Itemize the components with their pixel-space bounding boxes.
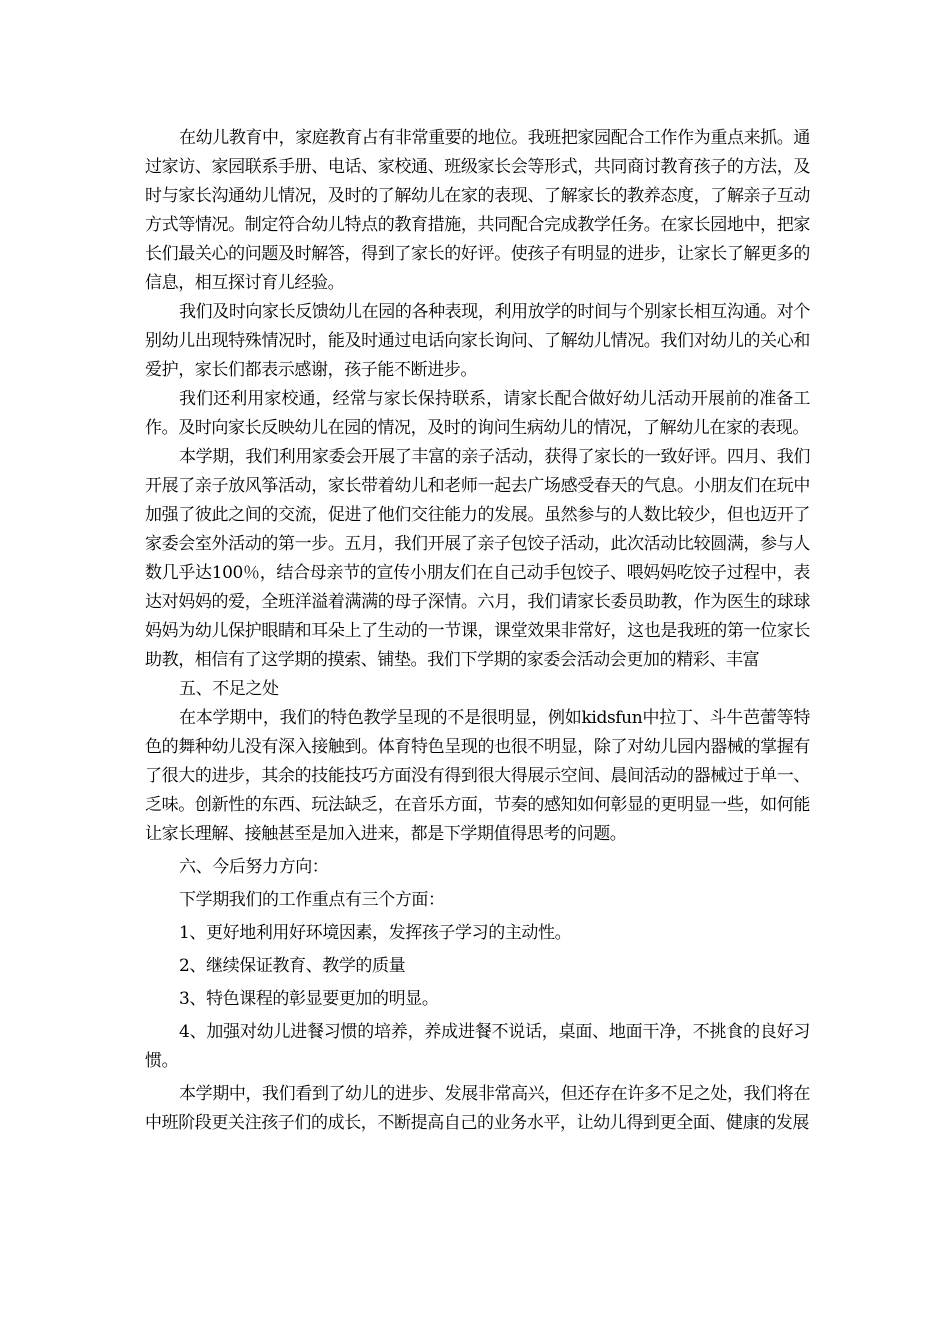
section-heading-shortcomings: 五、不足之处	[179, 679, 279, 699]
list-item-2: 2、继续保证教育、教学的质量	[179, 956, 406, 976]
paragraph-home-school-connect: 我们还利用家校通，经常与家长保持联系，请家长配合做好幼儿活动开展前的准备工作。及时向家长反映幼儿在园的情况，及时的询问生病幼儿的情况，了解幼儿在家的表现。	[145, 389, 810, 438]
document-body	[145, 124, 810, 1138]
paragraph-work-focus-intro: 下学期我们的工作重点有三个方面：	[179, 890, 445, 910]
paragraph-conclusion: 本学期中，我们看到了幼儿的进步、发展非常高兴，但还存在许多不足之处，我们将在中班阶段更关注孩子们的成长，不断提高自己的业务水平，让幼儿得到更全面、健康的发展	[145, 1084, 810, 1133]
paragraph-parent-feedback: 我们及时向家长反馈幼儿在园的各种表现，利用放学的时间与个别家长相互沟通。对个别幼儿出现特殊情况时，能及时通过电话向家长询问、了解幼儿情况。我们对幼儿的关心和爱护，家长们都表示感谢，孩子能不断进步。	[145, 302, 810, 380]
section-heading-future-direction: 六、今后努力方向：	[179, 857, 329, 877]
list-item-3: 3、特色课程的彰显要更加的明显。	[179, 989, 439, 1009]
paragraph-shortcomings: 在本学期中，我们的特色教学呈现的不是很明显，例如kidsfun中拉丁、斗牛芭蕾等特色的舞种幼儿没有深入接触到。体育特色呈现的也很不明显，除了对幼儿园内器械的掌握有了很大的进步，其余的技能技巧方面没有得到很大得展示空间、晨间活动的器械过于单一、乏味。创新性的东西、玩法缺乏，在音乐方面，节奏的感知如何彰显的更明显一些，如何能让家长理解、接触甚至是加入进来，都是下学期值得思考的问题。	[145, 708, 810, 844]
paragraph-home-school-cooperation: 在幼儿教育中，家庭教育占有非常重要的地位。我班把家园配合工作作为重点来抓。通过家访、家园联系手册、电话、家校通、班级家长会等形式，共同商讨教育孩子的方法，及时与家长沟通幼儿情况，及时的了解幼儿在家的表现、了解家长的教养态度，了解亲子互动方式等情况。制定符合幼儿特点的教育措施，共同配合完成教学任务。在家长园地中，把家长们最关心的问题及时解答，得到了家长的好评。使孩子有明显的进步，让家长了解更多的信息，相互探讨育儿经验。	[145, 128, 810, 293]
list-item-1: 1、更好地利用好环境因素，发挥孩子学习的主动性。	[179, 923, 572, 943]
paragraph-parent-child-activities: 本学期，我们利用家委会开展了丰富的亲子活动，获得了家长的一致好评。四月、我们开展了亲子放风筝活动，家长带着幼儿和老师一起去广场感受春天的气息。小朋友们在玩中加强了彼此之间的交流，促进了他们交往能力的发展。虽然参与的人数比较少，但也迈开了家委会室外活动的第一步。五月，我们开展了亲子包饺子活动，此次活动比较圆满，参与人数几乎达100％，结合母亲节的宣传小朋友们在自己动手包饺子、喂妈妈吃饺子过程中，表达对妈妈的爱，全班洋溢着满满的母子深情。六月，我们请家长委员助教，作为医生的球球妈妈为幼儿保护眼睛和耳朵上了生动的一节课，课堂效果非常好，这也是我班的第一位家长助教，相信有了这学期的摸索、铺垫。我们下学期的家委会活动会更加的精彩、丰富	[145, 447, 810, 670]
list-item-4: 4、加强对幼儿进餐习惯的培养，养成进餐不说话，桌面、地面干净，不挑食的良好习惯。	[145, 1022, 810, 1071]
